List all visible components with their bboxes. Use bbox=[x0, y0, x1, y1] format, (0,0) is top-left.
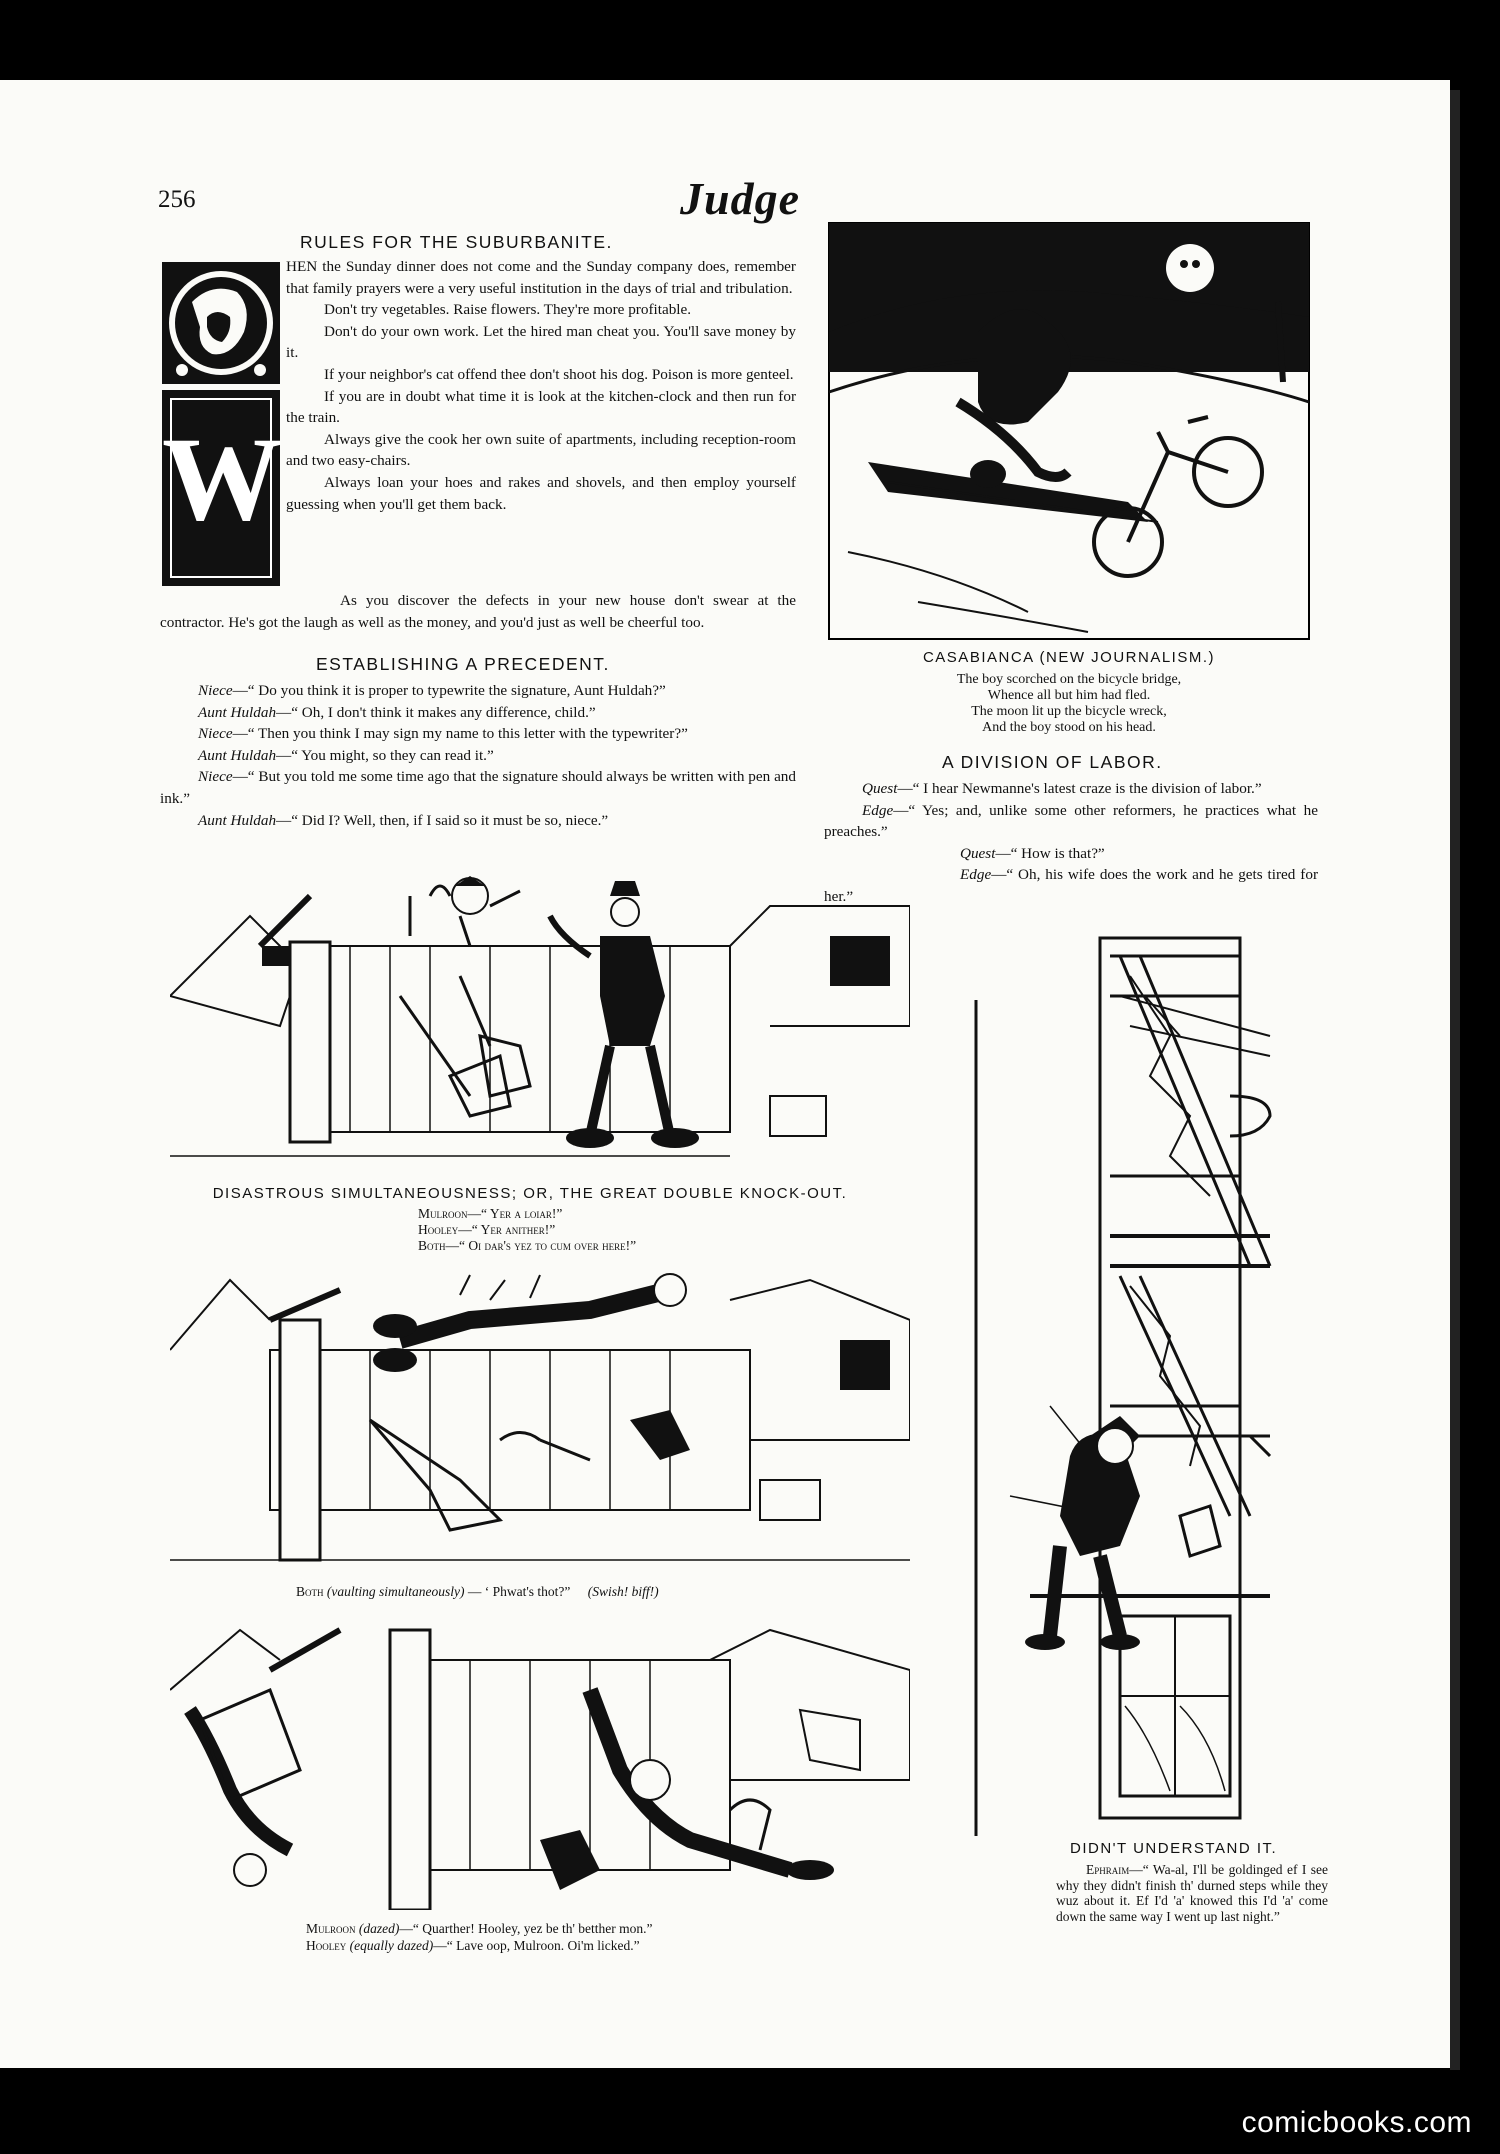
dialogue-line: Edge—“ Yes; and, unlike some other reformers, he practices what he preaches.” bbox=[824, 801, 1318, 841]
rules-paragraph: Don't do your own work. Let the hired man cheat you. You'll save money by it. bbox=[286, 322, 796, 362]
precedent-dialogue bbox=[160, 680, 796, 831]
didnt-title: DIDN'T UNDERSTAND IT. bbox=[1070, 1840, 1278, 1857]
rules-paragraph: HEN the Sunday dinner does not come and the Sunday company does, remember that family prayers were a very useful institution in the days of trial and tribulation. bbox=[286, 258, 796, 297]
division-title: A DIVISION OF LABOR. bbox=[942, 752, 1163, 772]
dialogue-line: Aunt Huldah—“ You might, so they can read it.” bbox=[198, 746, 494, 764]
verse-line: Whence all but him had fled. bbox=[987, 688, 1151, 703]
rules-paragraph: Always give the cook her own suite of apartments, including reception-room and two easy-chairs. bbox=[286, 430, 796, 470]
fire-escape-illustration bbox=[970, 936, 1330, 1836]
speaker-name: Ephraim bbox=[1086, 1862, 1130, 1877]
dialogue-line: Aunt Huldah—“ Oh, I don't think it makes any difference, child.” bbox=[198, 703, 596, 721]
caption-line: Both—“ Oi dar's yez to cum over here!” bbox=[418, 1238, 637, 1253]
initial-roundel-illustration bbox=[162, 262, 280, 384]
casabianca-verse bbox=[828, 672, 1310, 736]
caption-line: Mulroon (dazed)—“ Quarther! Hooley, yez be th' betther mon.” bbox=[306, 1921, 653, 1936]
casabianca-illustration bbox=[828, 222, 1310, 640]
dialogue-line: Edge—“ Oh, his wife does the work and he gets tired for her.” bbox=[824, 866, 1318, 905]
rules-paragraph: Don't try vegetables. Raise flowers. They're more profitable. bbox=[324, 301, 692, 319]
caption-line: Mulroon—“ Yer a loiar!” bbox=[418, 1206, 563, 1221]
caption-line: Hooley—“ Yer anither!” bbox=[418, 1222, 556, 1237]
masthead: Judge bbox=[680, 173, 800, 224]
knockout-panel-2-illustration bbox=[170, 1260, 910, 1580]
rules-paragraph: As you discover the defects in your new house don't swear at the contractor. He's got the laugh as well as the money, and you'd just as well be cheerful too. bbox=[160, 592, 796, 631]
rules-paragraph: If your neighbor's cat offend thee don't shoot his dog. Poison is more genteel. bbox=[324, 365, 794, 383]
knockout-panel-1-illustration bbox=[170, 876, 910, 1182]
rules-text-wide bbox=[160, 590, 796, 633]
dialogue-line: Niece—“ But you told me some time ago that the signature should always be written with pen and ink.” bbox=[160, 768, 796, 807]
rules-title: RULES FOR THE SUBURBANITE. bbox=[300, 232, 613, 252]
drop-cap-box bbox=[162, 390, 280, 586]
knockout-panel-2-caption: Both (vaulting simultaneously) — ‘ Phwat's thot?” (Swish! biff!) bbox=[296, 1584, 659, 1599]
page-spine bbox=[1450, 90, 1460, 2070]
drop-cap-letter: W bbox=[162, 412, 282, 545]
verse-line: The moon lit up the bicycle wreck, bbox=[971, 704, 1167, 719]
dialogue-text: —“ Wa-al, I'll be goldinged ef I see why they didn't finish th' durned steps while they wuz about it. Ef I'd 'a' knowed this I'd 'a' come down the same way I went up last night.” bbox=[1056, 1862, 1328, 1924]
site-logo: comicbooks.com bbox=[1241, 2106, 1472, 2139]
dialogue-line: Niece—“ Do you think it is proper to typewrite the signature, Aunt Huldah?” bbox=[198, 682, 666, 699]
knockout-panel-3-illustration bbox=[170, 1610, 910, 1910]
verse-line: The boy scorched on the bicycle bridge, bbox=[956, 672, 1182, 687]
rules-text-narrow bbox=[286, 256, 796, 515]
verse-line: And the boy stood on his head. bbox=[982, 720, 1156, 735]
rules-paragraph: Always loan your hoes and rakes and shovels, and then employ yourself guessing when you'll get them back. bbox=[286, 473, 796, 513]
dialogue-line: Quest—“ I hear Newmanne's latest craze is the division of labor.” bbox=[862, 780, 1262, 797]
dialogue-line: Niece—“ Then you think I may sign my name to this letter with the typewriter?” bbox=[198, 725, 688, 743]
precedent-title: ESTABLISHING A PRECEDENT. bbox=[316, 654, 610, 674]
caption-line: Hooley (equally dazed)—“ Lave oop, Mulroon. Oi'm licked.” bbox=[306, 1938, 640, 1953]
page-number: 256 bbox=[158, 186, 196, 213]
didnt-text bbox=[1056, 1862, 1328, 1924]
knockout-title: DISASTROUS SIMULTANEOUSNESS; OR, THE GREAT DOUBLE KNOCK-OUT. bbox=[212, 1185, 848, 1202]
dialogue-line: Quest—“ How is that?” bbox=[960, 844, 1105, 862]
knockout-panel-3-caption bbox=[306, 1920, 652, 1954]
casabianca-title: CASABIANCA (NEW JOURNALISM.) bbox=[922, 649, 1216, 666]
rules-paragraph: If you are in doubt what time it is look at the kitchen-clock and then run for the train. bbox=[286, 387, 796, 427]
dialogue-line: Aunt Huldah—“ Did I? Well, then, if I said so it must be so, niece.” bbox=[198, 811, 609, 829]
knockout-panel-1-caption bbox=[418, 1206, 636, 1254]
